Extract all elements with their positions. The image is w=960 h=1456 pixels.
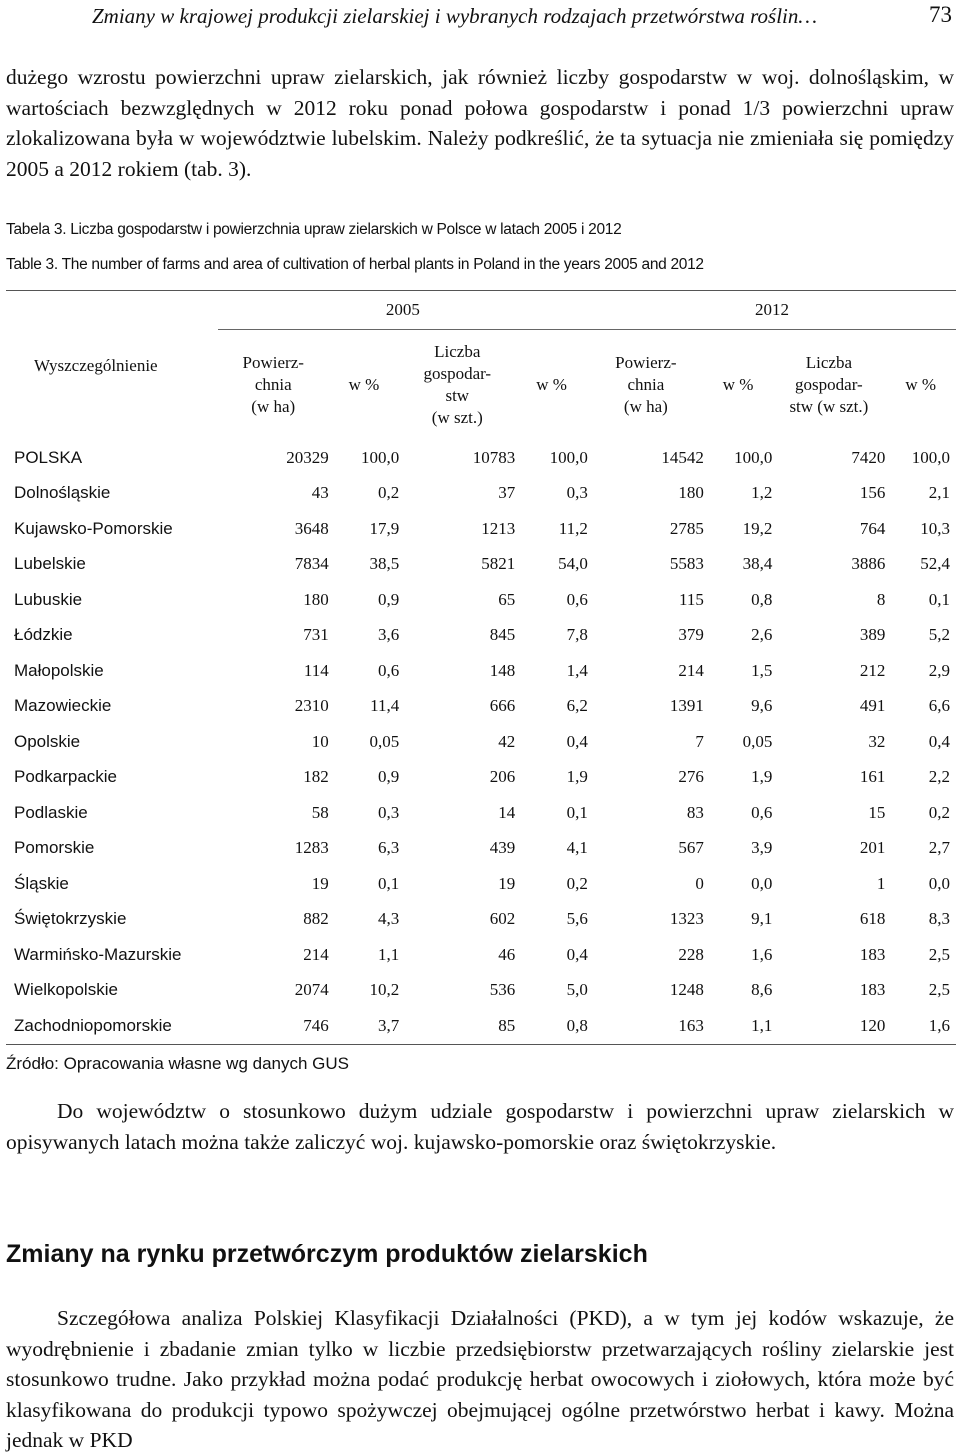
table-row [6, 831, 956, 867]
value-cell: 1,9 [566, 767, 588, 787]
table-source-note: Źródło: Opracowania własne wg danych GUS [6, 1054, 349, 1073]
value-cell: 0,3 [378, 802, 400, 822]
region-name-cell: Małopolskie [14, 660, 104, 680]
col-pct-area-2005: w % [348, 375, 380, 394]
value-cell: 1,6 [751, 944, 773, 964]
value-cell: 2,5 [928, 980, 950, 1000]
value-cell: 0,6 [751, 802, 773, 822]
col-pct-area-2012: w % [722, 375, 754, 394]
value-cell: 379 [678, 625, 704, 645]
value-cell: 5,6 [566, 909, 588, 929]
value-cell: 0,4 [566, 944, 588, 964]
value-cell: 666 [489, 696, 516, 716]
table-row [6, 973, 956, 1009]
region-name-cell: Śląskie [14, 873, 69, 893]
table-row [6, 476, 956, 512]
region-name-cell: Kujawsko-Pomorskie [14, 518, 173, 538]
table-row [6, 724, 956, 760]
value-cell: 0,05 [742, 731, 773, 751]
value-cell: 115 [678, 589, 704, 609]
value-cell: 20329 [286, 447, 329, 467]
region-name-cell: Lubelskie [14, 554, 86, 574]
value-cell: 764 [859, 518, 886, 538]
section-heading: Zmiany na rynku przetwórczym produktów zielarskich [6, 1240, 648, 1268]
table-row [6, 689, 956, 725]
intro-paragraph-text: dużego wzrostu powierzchni upraw zielarskich, jak również liczby gospodarstw w woj. dolnośląskim, w wartościach bezwzględnych w 2012 roku ponad połowa gospodarstw i ponad 1/3 powierzchni upraw zlokalizowana była w województwie lubelskim. Należy podkreślić, że ta sytuacja nie zmieniała się pomiędzy 2005 a 2012 rokiem (tab. 3). [6, 65, 954, 181]
region-name-cell: Podlaskie [14, 802, 88, 822]
value-cell: 618 [859, 909, 886, 929]
value-cell: 0 [695, 873, 704, 893]
value-cell: 183 [859, 944, 886, 964]
value-cell: 3,9 [751, 838, 773, 858]
region-name-cell: Opolskie [14, 731, 81, 751]
value-cell: 1,1 [751, 1015, 773, 1035]
value-cell: 0,3 [566, 483, 588, 503]
value-cell: 65 [498, 589, 516, 609]
value-cell: 3886 [851, 554, 886, 574]
value-cell: 0,4 [928, 731, 950, 751]
value-cell: 156 [859, 483, 886, 503]
value-cell: 8,3 [928, 909, 950, 929]
value-cell: 180 [678, 483, 704, 503]
body-paragraph [6, 1303, 954, 1456]
value-cell: 2,5 [928, 944, 950, 964]
value-cell: 5821 [481, 554, 516, 574]
value-cell: 8 [876, 589, 886, 609]
col-area-2005 [218, 330, 329, 441]
year-header-2005: 2005 [385, 300, 420, 319]
col-pct-farms-2012: w % [905, 375, 937, 394]
table-caption-en: Table 3. The number of farms and area of cultivation of herbal plants in Poland in the years 2005 and 2012 [6, 256, 704, 273]
table-row [6, 547, 956, 583]
region-name-cell: Zachodniopomorskie [14, 1015, 172, 1035]
value-cell: 14542 [661, 447, 704, 467]
running-head [92, 2, 952, 32]
table-row [6, 618, 956, 654]
value-cell: 845 [489, 625, 516, 645]
farms-area-table [6, 290, 956, 1045]
value-cell: 14 [498, 802, 516, 822]
col-farms-2012-line3: stw (w szt.) [789, 397, 869, 416]
value-cell: 17,9 [369, 518, 400, 538]
value-cell: 1,9 [751, 767, 773, 787]
col-farms-2005 [399, 330, 515, 441]
value-cell: 7420 [851, 447, 886, 467]
value-cell: 1391 [669, 696, 704, 716]
value-cell: 2,9 [928, 660, 950, 680]
value-cell: 10 [311, 731, 329, 751]
value-cell: 0,6 [566, 589, 588, 609]
value-cell: 212 [859, 660, 886, 680]
value-cell: 201 [859, 838, 886, 858]
value-cell: 100,0 [734, 447, 773, 467]
value-cell: 567 [678, 838, 704, 858]
value-cell: 11,2 [558, 518, 588, 538]
value-cell: 1323 [669, 909, 704, 929]
body-paragraph-text: Szczegółowa analiza Polskiej Klasyfikacji Działalności (PKD), a w tym jej kodów wskazuje, że wyodrębnienie i zbadanie zmian tylko w liczbie przedsiębiorstw przetwarzających rośliny zielarskie jest stosunkowo trudne. Jako przykład można podać produkcję herbat owocowych i ziołowych, która może być klasyfikowana do produkcji typowo spożywczej obejmującej ogólne przetwórstwo herbat i kawy. Można jednak w PKD [6, 1306, 954, 1452]
value-cell: 214 [303, 944, 329, 964]
value-cell: 206 [489, 767, 516, 787]
value-cell: 3,6 [378, 625, 400, 645]
value-cell: 52,4 [920, 554, 950, 574]
table-caption-pl: Tabela 3. Liczba gospodarstw i powierzchnia upraw zielarskich w Polsce w latach 2005 i 2012 [6, 221, 622, 238]
after-table-paragraph-text: Do województw o stosunkowo dużym udziale gospodarstw i powierzchni upraw zielarskich w opisywanych latach można także zaliczyć woj. kujawsko-pomorskie oraz świętokrzyskie. [6, 1099, 954, 1154]
value-cell: 43 [311, 483, 329, 503]
value-cell: 5583 [669, 554, 704, 574]
value-cell: 2074 [294, 980, 329, 1000]
value-cell: 2,2 [928, 767, 950, 787]
value-cell: 0,05 [369, 731, 400, 751]
col-area-2012 [588, 330, 704, 441]
value-cell: 32 [868, 731, 886, 751]
value-cell: 1 [876, 873, 886, 893]
value-cell: 1,4 [566, 660, 588, 680]
value-cell: 0,8 [566, 1015, 588, 1035]
value-cell: 6,6 [928, 696, 950, 716]
table-row [6, 440, 956, 476]
value-cell: 0,1 [566, 802, 588, 822]
value-cell: 100,0 [911, 447, 950, 467]
value-cell: 9,6 [751, 696, 773, 716]
value-cell: 5,2 [928, 625, 950, 645]
value-cell: 46 [498, 944, 516, 964]
value-cell: 0,0 [751, 873, 773, 893]
value-cell: 4,3 [378, 909, 400, 929]
value-cell: 7834 [294, 554, 329, 574]
value-cell: 0,8 [751, 589, 773, 609]
value-cell: 19 [498, 873, 516, 893]
value-cell: 0,2 [378, 483, 400, 503]
value-cell: 10,2 [369, 980, 400, 1000]
col-area-2005-line3: (w ha) [251, 397, 296, 416]
value-cell: 882 [303, 909, 329, 929]
value-cell: 114 [303, 660, 329, 680]
value-cell: 3648 [294, 518, 329, 538]
value-cell: 0,1 [928, 589, 950, 609]
year-header-2012: 2012 [754, 300, 789, 319]
value-cell: 58 [311, 802, 329, 822]
table-row [6, 937, 956, 973]
value-cell: 2310 [294, 696, 329, 716]
region-name-cell: Podkarpackie [14, 767, 118, 787]
table-row [6, 653, 956, 689]
col-area-2012-line2: chnia [627, 375, 665, 394]
col-farms-2012 [772, 330, 885, 441]
value-cell: 0,9 [378, 589, 400, 609]
region-name-cell: Świętokrzyskie [14, 909, 127, 929]
value-cell: 9,1 [751, 909, 773, 929]
value-cell: 214 [678, 660, 704, 680]
value-cell: 8,6 [751, 980, 773, 1000]
col-farms-2005-line3: stw [445, 386, 470, 405]
value-cell: 746 [303, 1015, 329, 1035]
value-cell: 2,6 [751, 625, 773, 645]
value-cell: 100,0 [549, 447, 588, 467]
col-area-2005-line1: Powierz- [242, 353, 304, 372]
value-cell: 1,6 [928, 1015, 950, 1035]
col-area-2005-line2: chnia [254, 375, 292, 394]
table-row [6, 582, 956, 618]
value-cell: 0,6 [378, 660, 400, 680]
table-row [6, 1008, 956, 1044]
region-name-cell: Warmińsko-Mazurskie [14, 944, 182, 964]
table-row [6, 866, 956, 902]
stub-header: Wyszczególnienie [34, 355, 158, 375]
col-area-2012-line3: (w ha) [623, 397, 668, 416]
value-cell: 1248 [669, 980, 704, 1000]
value-cell: 4,1 [566, 838, 588, 858]
table-row [6, 760, 956, 796]
value-cell: 180 [303, 589, 329, 609]
value-cell: 0,9 [378, 767, 400, 787]
value-cell: 0,0 [928, 873, 950, 893]
value-cell: 491 [859, 696, 886, 716]
after-table-paragraph [6, 1096, 954, 1157]
value-cell: 100,0 [361, 447, 400, 467]
value-cell: 0,2 [928, 802, 950, 822]
value-cell: 1,5 [751, 660, 773, 680]
region-name-cell: Wielkopolskie [14, 980, 118, 1000]
value-cell: 85 [498, 1015, 516, 1035]
value-cell: 536 [489, 980, 516, 1000]
value-cell: 389 [859, 625, 886, 645]
value-cell: 10,3 [920, 518, 950, 538]
table-row [6, 902, 956, 938]
value-cell: 731 [303, 625, 329, 645]
value-cell: 2,7 [928, 838, 950, 858]
region-name-cell: Łódzkie [14, 625, 73, 645]
table-row [6, 511, 956, 547]
value-cell: 183 [859, 980, 886, 1000]
value-cell: 602 [489, 909, 516, 929]
value-cell: 37 [498, 483, 516, 503]
value-cell: 1283 [294, 838, 329, 858]
value-cell: 15 [868, 802, 886, 822]
col-farms-2012-line2: gospodar- [795, 375, 863, 394]
value-cell: 182 [303, 767, 329, 787]
value-cell: 120 [859, 1015, 886, 1035]
col-farms-2005-line1: Liczba [434, 342, 481, 361]
region-name-cell: Lubuskie [14, 589, 83, 609]
value-cell: 6,2 [566, 696, 588, 716]
col-farms-2012-line1: Liczba [805, 353, 852, 372]
region-name-cell: Dolnośląskie [14, 483, 111, 503]
value-cell: 0,1 [378, 873, 400, 893]
value-cell: 7 [695, 731, 704, 751]
region-name-cell: Mazowieckie [14, 696, 112, 716]
value-cell: 0,2 [566, 873, 588, 893]
value-cell: 38,4 [742, 554, 773, 574]
value-cell: 2785 [669, 518, 704, 538]
value-cell: 1,2 [751, 483, 773, 503]
value-cell: 6,3 [378, 838, 400, 858]
value-cell: 161 [859, 767, 886, 787]
value-cell: 3,7 [378, 1015, 400, 1035]
value-cell: 5,0 [566, 980, 588, 1000]
value-cell: 42 [498, 731, 516, 751]
col-farms-2005-line2: gospodar- [423, 364, 492, 383]
value-cell: 0,4 [566, 731, 588, 751]
value-cell: 228 [678, 944, 704, 964]
intro-paragraph [6, 62, 954, 184]
running-head-title: Zmiany w krajowej produkcji zielarskiej i wybranych rodzajach przetwórstwa roślin… [92, 4, 818, 28]
value-cell: 2,1 [928, 483, 950, 503]
value-cell: 19 [311, 873, 329, 893]
value-cell: 276 [678, 767, 704, 787]
table-body [6, 440, 956, 1044]
value-cell: 10783 [472, 447, 516, 467]
table-row [6, 795, 956, 831]
value-cell: 7,8 [566, 625, 588, 645]
col-pct-farms-2005: w % [536, 375, 567, 394]
value-cell: 148 [489, 660, 516, 680]
value-cell: 163 [678, 1015, 704, 1035]
value-cell: 439 [489, 838, 516, 858]
col-area-2012-line1: Powierz- [615, 353, 677, 372]
value-cell: 19,2 [742, 518, 773, 538]
value-cell: 83 [686, 802, 704, 822]
value-cell: 1,1 [378, 944, 400, 964]
value-cell: 11,4 [370, 696, 400, 716]
page-number: 73 [929, 2, 952, 27]
value-cell: 54,0 [558, 554, 588, 574]
value-cell: 1213 [481, 518, 516, 538]
region-name-cell: POLSKA [14, 447, 83, 467]
value-cell: 38,5 [369, 554, 400, 574]
region-name-cell: Pomorskie [14, 838, 95, 858]
col-farms-2005-line4: (w szt.) [431, 408, 483, 427]
